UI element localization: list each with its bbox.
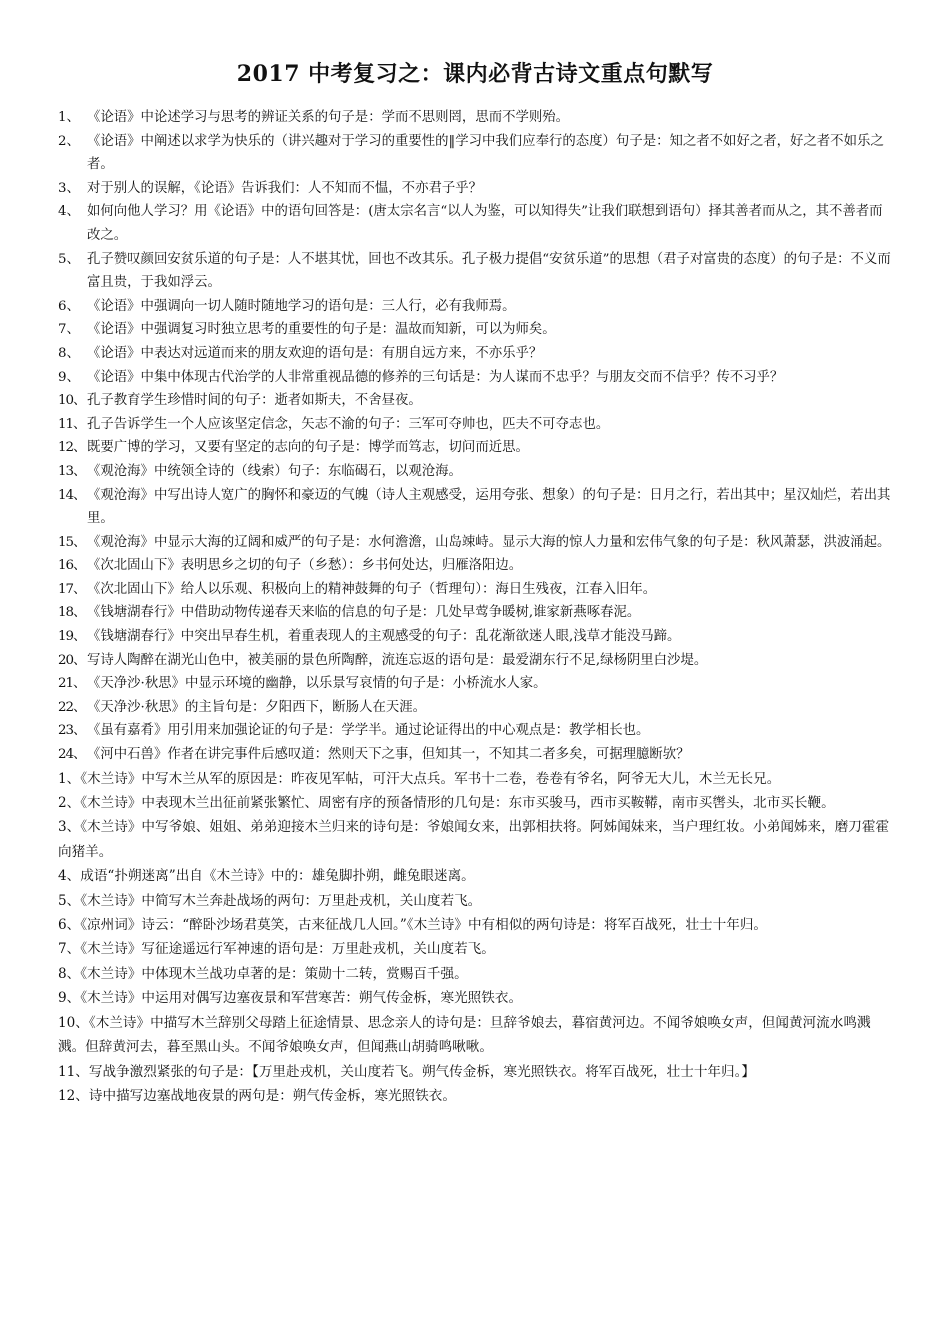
item-text: 孔子教育学生珍惜时间的句子：逝者如斯夫，不舍昼夜。 xyxy=(87,393,422,409)
item-text: 《观沧海》中写出诗人宽广的胸怀和豪迈的气魄（诗人主观感受，运用夸张、想象）的句子是：日月之行，若出其中；星汉灿烂，若出其里。 xyxy=(87,487,891,527)
item-number: 9、 xyxy=(58,369,80,385)
list-item xyxy=(58,962,892,986)
list-item xyxy=(58,625,892,649)
item-number: 2、 xyxy=(58,795,81,812)
item-number: 3、 xyxy=(58,819,81,836)
item-number: 4、 xyxy=(58,868,81,885)
list-item xyxy=(58,743,892,767)
item-number: 8、 xyxy=(58,345,80,361)
list-item xyxy=(58,913,892,937)
list-item xyxy=(58,986,892,1010)
list-item xyxy=(58,767,892,791)
list-item xyxy=(58,342,892,366)
item-number: 1、 xyxy=(58,110,80,125)
item-number: 14、 xyxy=(58,487,86,503)
recitation-list-b xyxy=(58,767,892,1109)
item-number: 20、 xyxy=(58,652,86,668)
item-text: 写战争激烈紧张的句子是：【万里赴戎机，关山度若飞。朔气传金柝，寒光照铁衣。将军百战死，壮士十年归。】 xyxy=(88,1063,755,1080)
item-text: 《论语》中集中体现古代治学的人非常重视品德的修养的三句话是：为人谋而不忠乎？与朋友交而不信乎？传不习乎？ xyxy=(87,369,784,385)
item-number: 12、 xyxy=(58,440,86,456)
item-number: 22、 xyxy=(58,699,86,715)
list-item xyxy=(58,601,892,625)
list-item xyxy=(58,719,892,743)
list-item xyxy=(58,484,892,531)
item-text: 《木兰诗》写征途遥远行军神速的语句是：万里赴戎机，关山度若飞。 xyxy=(80,941,495,958)
item-text: 《木兰诗》中体现木兰战功卓著的是：策勋十二转，赏赐百千强。 xyxy=(80,965,468,982)
item-number: 24、 xyxy=(58,747,86,763)
item-text: 《钱塘湖春行》中借助动物传递春天来临的信息的句子是：几处早莺争暖树,谁家新燕啄春泥。 xyxy=(87,605,641,621)
item-text: 《观沧海》中显示大海的辽阔和威严的句子是：水何澹澹，山岛竦峙。显示大海的惊人力量和宏伟气象的句子是：秋风萧瑟，洪波涌起。 xyxy=(87,534,891,550)
item-text: 《木兰诗》中运用对偶写边塞夜景和军营寒苦：朔气传金柝，寒光照铁衣。 xyxy=(80,990,523,1007)
item-text: 《木兰诗》中简写木兰奔赴战场的两句：万里赴戎机，关山度若飞。 xyxy=(80,892,482,909)
list-item xyxy=(58,554,892,578)
list-item xyxy=(58,248,892,295)
item-text: 《凉州词》诗云：“醉卧沙场君莫笑，古来征战几人回。”《木兰诗》中有相似的两句诗是：将军百战死，壮士十年归。 xyxy=(80,917,768,934)
item-number: 19、 xyxy=(58,629,86,645)
item-number: 10、 xyxy=(58,393,86,409)
item-text: 孔子告诉学生一个人应该坚定信念，矢志不渝的句子：三军可夺帅也，匹夫不可夺志也。 xyxy=(87,416,610,432)
item-number: 1、 xyxy=(58,770,81,787)
item-text: 成语“扑朔迷离”出自《木兰诗》中的：雄兔脚扑朔，雌兔眼迷离。 xyxy=(80,868,475,885)
list-item xyxy=(58,791,892,815)
item-number: 10、 xyxy=(58,1014,89,1031)
item-text: 《论语》中论述学习与思考的辨证关系的句子是：学而不思则罔，思而不学则殆。 xyxy=(87,110,570,125)
item-number: 6、 xyxy=(58,298,80,314)
item-text: 《论语》中表达对远道而来的朋友欢迎的语句是：有朋自远方来，不亦乐乎？ xyxy=(87,345,543,361)
item-text: 《次北固山下》给人以乐观、积极向上的精神鼓舞的句子（哲理句）：海日生残夜，江春入旧年。 xyxy=(87,581,657,597)
item-text: 《木兰诗》中表现木兰出征前紧张繁忙、周密有序的预备情形的几句是：东市买骏马，西市买鞍鞯，南市买辔头，北市买长鞭。 xyxy=(80,795,835,812)
item-text: 孔子赞叹颜回安贫乐道的句子是：人不堪其忧，回也不改其乐。孔子极力提倡“安贫乐道”的思想（君子对富贵的态度）的句子是：不义而富且贵，于我如浮云。 xyxy=(87,251,891,291)
item-number: 9、 xyxy=(58,990,81,1007)
item-number: 6、 xyxy=(58,917,81,934)
list-item xyxy=(58,106,892,130)
item-text: 《观沧海》中统领全诗的（线索）句子：东临碣石，以观沧海。 xyxy=(87,463,462,479)
item-number: 4、 xyxy=(58,204,80,220)
item-text: 《天净沙·秋思》中显示环境的幽静，以乐景写哀情的句子是：小桥流水人家。 xyxy=(87,676,547,692)
item-text: 《天净沙·秋思》的主旨句是：夕阳西下，断肠人在天涯。 xyxy=(87,699,427,715)
item-number: 7、 xyxy=(58,941,81,958)
item-number: 17、 xyxy=(58,581,86,597)
list-item xyxy=(58,413,892,437)
list-item xyxy=(58,578,892,602)
item-text: 《河中石兽》作者在讲完事件后感叹道：然则天下之事，但知其一，不知其二者多矣，可据理臆断欤？ xyxy=(87,747,690,763)
item-text: 既要广博的学习，又要有坚定的志向的句子是：博学而笃志，切问而近思。 xyxy=(87,440,529,456)
list-item xyxy=(58,815,892,864)
item-number: 2、 xyxy=(58,133,80,149)
item-text: 《次北固山下》表明思乡之切的句子（乡愁）：乡书何处达，归雁洛阳边。 xyxy=(87,558,523,574)
list-item xyxy=(58,130,892,177)
item-number: 15、 xyxy=(58,534,86,550)
list-item xyxy=(58,696,892,720)
list-item xyxy=(58,177,892,201)
item-number: 23、 xyxy=(58,723,86,739)
item-text: 《木兰诗》中写爷娘、姐姐、弟弟迎接木兰归来的诗句是：爷娘闻女来，出郭相扶将。阿姊闻妹来，当户理红妆。小弟闻姊来，磨刀霍霍向猪羊。 xyxy=(58,819,890,860)
list-item xyxy=(58,889,892,913)
list-item xyxy=(58,1011,892,1060)
item-number: 11、 xyxy=(58,1063,89,1080)
list-item xyxy=(58,937,892,961)
list-item xyxy=(58,200,892,247)
item-number: 21、 xyxy=(58,676,86,692)
list-item xyxy=(58,389,892,413)
list-item xyxy=(58,318,892,342)
item-number: 5、 xyxy=(58,251,80,267)
item-number: 12、 xyxy=(58,1087,89,1104)
item-text: 《木兰诗》中描写木兰辞别父母踏上征途情景、思念亲人的诗句是：旦辞爷娘去，暮宿黄河边。不闻爷娘唤女声，但闻黄河流水鸣溅溅。但辞黄河去，暮至黑山头。不闻爷娘唤女声，但闻燕山胡骑鸣啾啾。 xyxy=(58,1014,871,1056)
item-text: 《论语》中强调复习时独立思考的重要性的句子是：温故而知新，可以为师矣。 xyxy=(87,322,556,338)
item-text: 如何向他人学习？用《论语》中的语句回答是：(唐太宗名言“以人为鉴，可以知得失”让我们联想到语句）择其善者而从之，其不善者而改之。 xyxy=(87,204,883,243)
item-text: 《钱塘湖春行》中突出早春生机，着重表现人的主观感受的句子：乱花渐欲迷人眼,浅草才能没马蹄。 xyxy=(87,629,681,645)
list-item xyxy=(58,649,892,673)
item-text: 《虽有嘉肴》用引用来加强论证的句子是：学学半。通过论证得出的中心观点是：教学相长也。 xyxy=(87,723,650,739)
item-number: 11、 xyxy=(58,416,86,432)
item-text: 写诗人陶醉在湖光山色中，被美丽的景色所陶醉，流连忘返的语句是：最爱湖东行不足,绿杨阴里白沙堤。 xyxy=(87,652,708,668)
item-text: 《木兰诗》中写木兰从军的原因是：昨夜见军帖，可汗大点兵。军书十二卷，卷卷有爷名，阿爷无大儿，木兰无长兄。 xyxy=(80,770,781,787)
item-number: 8、 xyxy=(58,965,81,982)
list-item xyxy=(58,295,892,319)
list-item xyxy=(58,366,892,390)
item-text: 《论语》中阐述以求学为快乐的（讲兴趣对于学习的重要性的‖学习中我们应奉行的态度）句子是：知之者不如好之者，好之者不如乐之者。 xyxy=(87,133,884,173)
item-number: 5、 xyxy=(58,892,81,909)
page-title: 2017 中考复习之：课内必背古诗文重点句默写 xyxy=(236,61,714,87)
list-item xyxy=(58,436,892,460)
item-number: 13、 xyxy=(58,463,86,479)
recitation-list-a xyxy=(58,106,892,767)
item-text: 诗中描写边塞战地夜景的两句是：朔气传金柝，寒光照铁衣。 xyxy=(88,1087,456,1104)
item-number: 18、 xyxy=(58,605,86,621)
list-item xyxy=(58,864,892,888)
list-item xyxy=(58,1084,892,1108)
item-number: 7、 xyxy=(58,322,80,338)
list-item xyxy=(58,1060,892,1084)
item-number: 16、 xyxy=(58,558,86,574)
list-item xyxy=(58,672,892,696)
list-item xyxy=(58,460,892,484)
item-number: 3、 xyxy=(58,180,80,196)
item-text: 对于别人的误解，《论语》告诉我们：人不知而不愠，不亦君子乎？ xyxy=(87,180,483,196)
item-text: 《论语》中强调向一切人随时随地学习的语句是：三人行，必有我师焉。 xyxy=(87,298,516,314)
list-item xyxy=(58,531,892,555)
